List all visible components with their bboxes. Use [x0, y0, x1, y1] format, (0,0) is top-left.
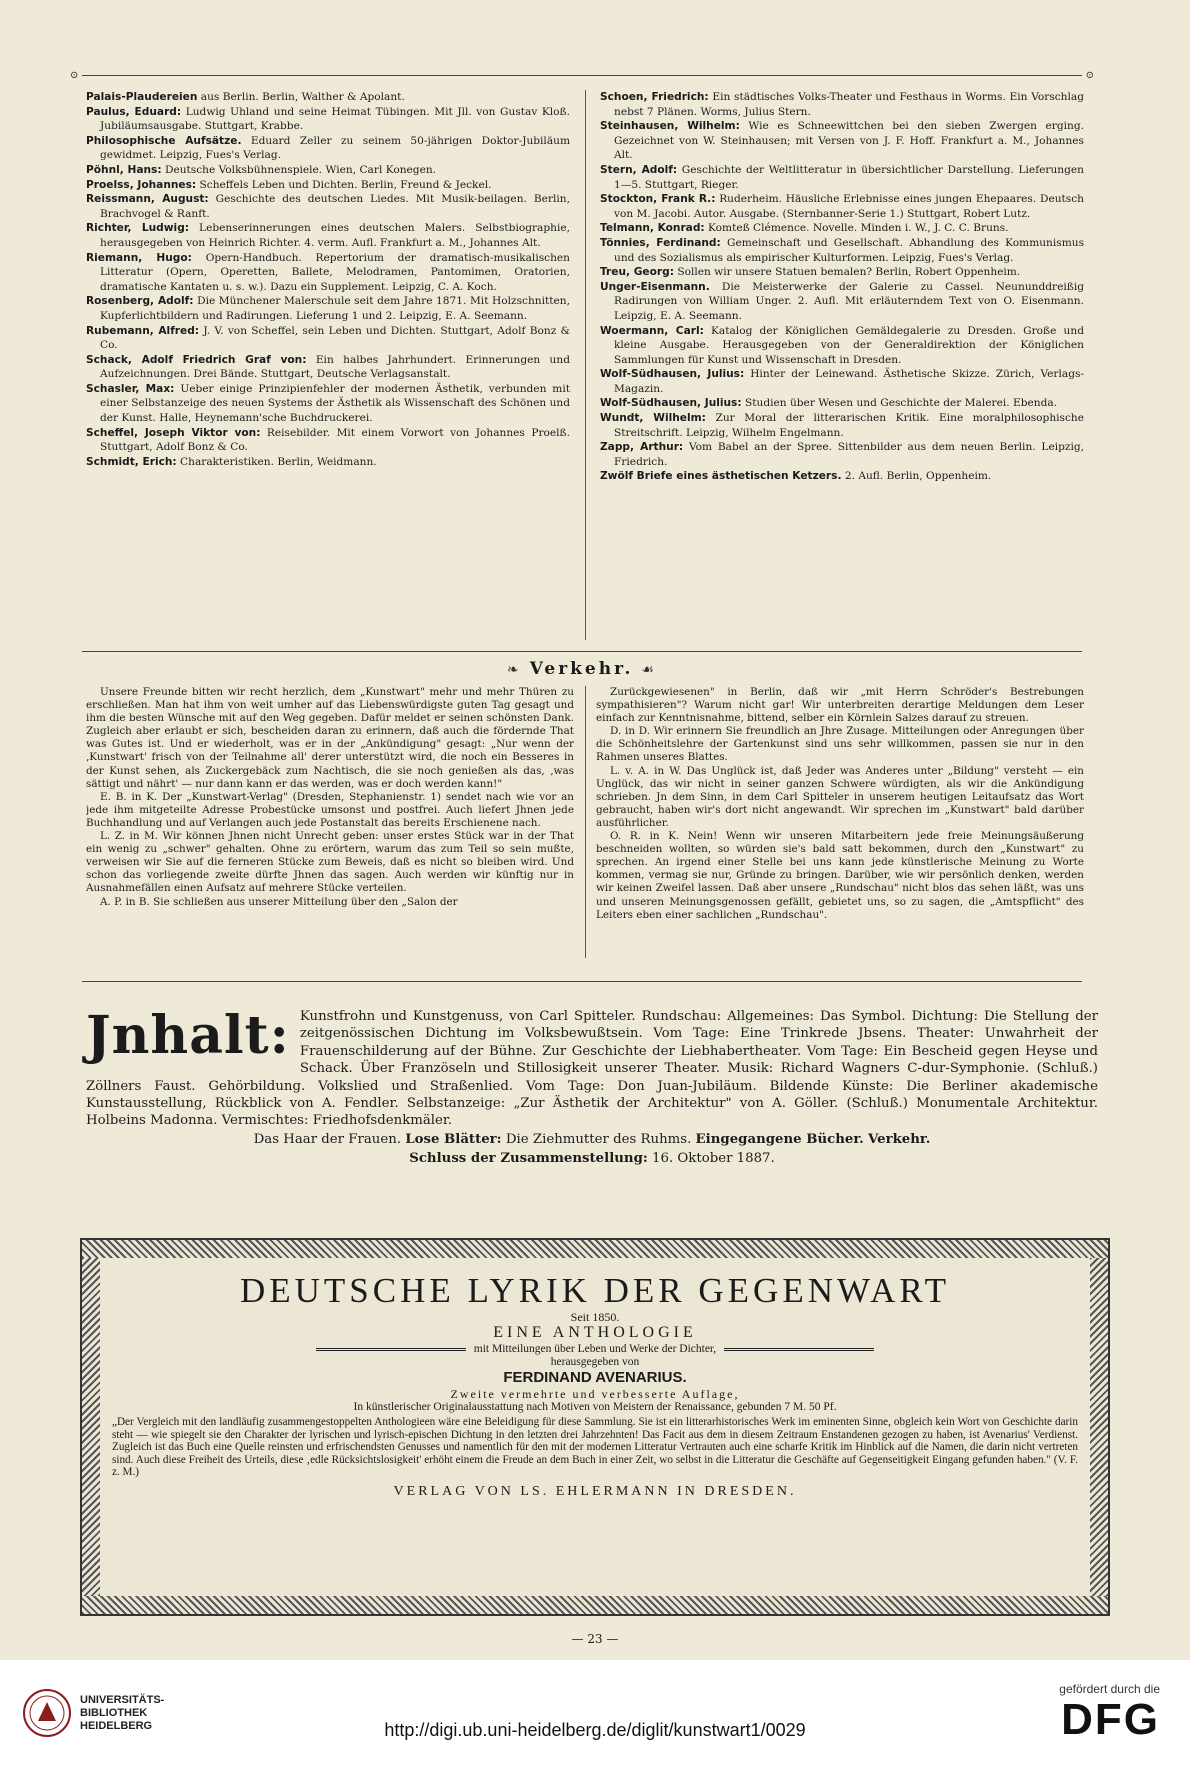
- bibliography-entry: [86, 455, 570, 470]
- bibliography-entry: [86, 251, 570, 295]
- bibliography-entry: [600, 192, 1084, 221]
- verkehr-left-column: [86, 686, 574, 966]
- bibliography-entry: [86, 90, 570, 105]
- advertisement-content: [108, 1266, 1082, 1588]
- ad-review-quote: „Der Vergleich mit den landläufig zusammengestoppelten Anthologieen wäre eine Beleidigung für diese Sammlung. Sie ist ein litterarhistorisches Werk im eminenten Sinne, obgleich kein Wort von Geschichte darin steht — wie spiegelt sie den Charakter der lyrischen und lyrisch-epischen Dichtung in den letzten drei Jahrzehnten! Das Facit aus dem in diesem Zeitraum Enstandenen gezogen zu haben, ist Avenarius' Verdienst. Zugleich ist das Buch eine Quelle reinsten und erfrischendsten Genusses und namentlich für den mit der modernen Litteratur Vertrauten auch eine scharfe Kritik im Hinblick auf die Namen, die darin nicht vertreten sind. Auch diese Freiheit des Urteils, diese ‚edle Rücksichtslosigkeit' erhöht einem die Freude an dem Buch in einer Zeit, wo selbst in die Litteratur die Geschäfte auf Gegenseitigkeit Eingang gefunden haben." (V. F. z. M.): [112, 1416, 1078, 1479]
- entry-author: Proelss, Johannes:: [86, 178, 197, 191]
- verkehr-title: Verkehr.: [529, 659, 634, 679]
- entry-author: Telmann, Konrad:: [600, 222, 705, 235]
- schluss-label: Schluss der Zusammenstellung:: [409, 1150, 648, 1166]
- entry-author: Richter, Ludwig:: [86, 222, 190, 235]
- verkehr-paragraph: O. R. in K. Nein! Wenn wir unseren Mitarbeitern jede freie Meinungsäußerung beschneiden wollten, so würden sie's bald satt bekommen, durch den „Kunstwart" zu sprechen. An irgend einer Stelle bei uns kann jede künstlerische Meinung zu Worte kommen, vermag sie nur, Gründe zu bringen. Darüber, wie wir persönlich denken, werden wir keinen Zweifel lassen. Daß aber unsere „Rundschau" nicht blos das sehen läßt, was uns und unseren Meinungsgenossen gefällt, gebietet uns, so zu sagen, die „Amtspflicht" des Leiters eben einer sachlichen „Rundschau".: [596, 830, 1084, 921]
- ad-price: In künstlerischer Originalausstattung nach Motiven von Meistern der Renaissance, gebunden 7 M. 50 Pf.: [353, 1401, 837, 1413]
- entry-author: Tönnies, Ferdinand:: [600, 236, 721, 249]
- ad-title: DEUTSCHE LYRIK DER GEGENWART: [239, 1271, 951, 1310]
- verkehr-paragraph: L. v. A. in W. Das Unglück ist, daß Jeder was Anderes unter „Bildung" versteht — ein Unglück, das wir nicht in seiner ganzen Schwere würdigten, als wir die Ankündigung schrieben. Jn dem Sinn, in dem Carl Spitteler in unserem heutigen Leitaufsatz das Wort gebraucht, haben wir's dort nicht angewandt. Wir sprechen im „Kunstwart" bald darüber ausführlicher.: [596, 764, 1084, 829]
- entry-title: Ein städtisches Volks-Theater und Festhaus in Worms. Ein Vorschlag nebst 7 Plänen. Worms, Julius Stern.: [614, 91, 1084, 118]
- entry-title: Gemeinschaft und Gesellschaft. Abhandlung des Kommunismus und des Sozialismus als empirischer Kulturformen. Leipzig, Fues's Verlag.: [614, 236, 1084, 264]
- bibliography-entry: [86, 163, 570, 178]
- entry-author: Wolf-Südhausen, Julius:: [600, 397, 742, 410]
- verkehr-paragraph: D. in D. Wir erinnern Sie freundlich an Jhre Zusage. Mitteilungen oder Anregungen über die Schönheitslehre der Gartenkunst sind uns sehr willkommen, passen sie nur in den Rahmen unseres Blattes.: [596, 725, 1084, 764]
- ad-since: Seit 1850.: [570, 1310, 620, 1324]
- bibliography-entry: [86, 221, 570, 250]
- entry-author: Reissmann, August:: [86, 193, 209, 206]
- bibliography-entry: [86, 105, 570, 134]
- bibliography-entry: [86, 294, 570, 323]
- entry-author: Stern, Adolf:: [600, 163, 678, 176]
- section-rule: [72, 646, 1092, 658]
- page-number: — 23 —: [571, 1632, 619, 1646]
- bibliography-entry: [86, 353, 570, 382]
- ornament-icon: ⊙: [70, 70, 79, 81]
- entry-author: Rosenberg, Adolf:: [86, 295, 194, 308]
- inhalt-heading: Jnhalt:: [86, 1005, 290, 1066]
- inhalt-section-label: Verkehr.: [868, 1131, 931, 1147]
- entry-author: Zwölf Briefe eines ästhetischen Ketzers.: [600, 470, 842, 483]
- entry-title: Ruderheim. Häusliche Erlebnisse eines jungen Ehepaares. Deutsch von M. Jacobi. Autor. Ausgabe. (Sternbanner-Serie 1.) Stuttgart, Robert Lutz.: [614, 193, 1084, 220]
- entry-title: Deutsche Volksbühnenspiele. Wien, Carl Konegen.: [164, 163, 437, 176]
- bibliography-entry: [86, 426, 570, 455]
- schluss-date: 16. Oktober 1887.: [652, 1150, 775, 1166]
- bibliography-entry: [600, 440, 1084, 469]
- entry-author: Unger-Eisenmann.: [600, 280, 710, 293]
- bibliography-entry: [600, 324, 1084, 368]
- bibliography-entry: [600, 163, 1084, 192]
- funded-by-label: gefördert durch die: [1059, 1682, 1160, 1696]
- entry-author: Palais-Plaudereien: [86, 91, 198, 103]
- bibliography-left-column: [86, 90, 570, 646]
- entry-author: Pöhnl, Hans:: [86, 163, 162, 176]
- entry-title: Opern-Handbuch. Repertorium der dramatisch-musikalischen Litteratur (Opern, Operetten, Ballete, Melodramen, Pantomimen, Oratorien, dramatische Kantaten u. s. w.). Dazu ein Supplement. Leipzig, C. A. Koch.: [100, 251, 570, 293]
- entry-title: Hinter der Leinewand. Ästhetische Skizze. Zürich, Verlags-Magazin.: [614, 368, 1084, 395]
- entry-author: Philosophische Aufsätze.: [86, 134, 242, 147]
- inhalt-section-label: Eingegangene Bücher.: [695, 1131, 864, 1147]
- entry-title: Komteß Clémence. Novelle. Minden i. W., J. C. C. Bruns.: [708, 222, 1009, 235]
- entry-author: Paulus, Eduard:: [86, 105, 182, 118]
- hatched-border: [82, 1258, 100, 1596]
- inhalt-body: Kunstfrohn und Kunstgenuss, von Carl Spitteler. Rundschau: Allgemeines: Das Symbol. Dichtung: Die Stellung der zeitgenössischen Dichtung im Volksbewußtsein. Vom Tage: Eine Trinkrede Jbsens. Theater: Unwahrheit der Frauenschilderung auf der Bühne. Zur Geschichte der Liebhabertheater. Vom Tage: Ein Bescheid gegen Heyse und Schack. Über Französeln und Stillosigkeit unserer Theater. Musik: Richard Wagners C-dur-Symphonie. (Schluß.) Zöllners Faust. Gehörbildung. Volkslied und Straßenlied. Vom Tage: Don Juan-Jubiläum. Bildende Künste: Die Berliner akademische Kunstausstellung, Rückblick von A. Fendler. Selbstanzeige: „Zur Ästhetik der Architektur" von A. Göller. (Schluß.) Monumentale Architektur. Holbeins Madonna. Vermischtes: Friedhofsdenkmäler.: [86, 1009, 1098, 1129]
- hatched-border: [1090, 1258, 1108, 1596]
- double-rule: [316, 1348, 466, 1351]
- bibliography-entry: [86, 134, 570, 163]
- table-of-contents: [86, 1005, 1098, 1218]
- entry-author: Schack, Adolf Friedrich Graf von:: [86, 353, 307, 366]
- entry-title: J. V. von Scheffel, sein Leben und Dichten. Stuttgart, Adolf Bonz & Co.: [100, 324, 570, 352]
- entry-title: Lebenserinnerungen eines deutschen Malers. Selbstbiographie, herausgegeben von Heinrich Richter. 4. verm. Aufl. Frankfurt a. M., Johannes Alt.: [100, 222, 570, 249]
- bibliography-entry: [600, 469, 1084, 484]
- entry-title: Geschichte des deutschen Liedes. Mit Musik-beilagen. Berlin, Brachvogel & Ranft.: [100, 193, 570, 220]
- verkehr-section: [86, 686, 1098, 966]
- entry-author: Steinhausen, Wilhelm:: [600, 120, 740, 133]
- entry-title: Studien über Wesen und Geschichte der Malerei. Ebenda.: [744, 397, 1058, 410]
- bibliography-entry: [86, 192, 570, 221]
- entry-title: Katalog der Königlichen Gemäldegalerie zu Dresden. Große und kleine Ausgabe. Herausgegeben von der Generaldirektion der Königlichen Sammlungen für Kunst und Wissenschaft in Dresden.: [614, 324, 1084, 366]
- double-rule: [724, 1348, 874, 1351]
- bibliography-entry: [86, 178, 570, 193]
- inhalt-closing-line: [86, 1150, 1098, 1168]
- bibliography-entry: [600, 280, 1084, 324]
- entry-author: Wundt, Wilhelm:: [600, 412, 706, 425]
- bibliography-entry: [600, 119, 1084, 163]
- inhalt-final-line: [86, 1131, 1098, 1149]
- verkehr-paragraph: A. P. in B. Sie schließen aus unserer Mitteilung über den „Salon der: [100, 895, 458, 908]
- entry-author: Woermann, Carl:: [600, 324, 704, 337]
- ad-edition: Zweite vermehrte und verbesserte Auflage,: [450, 1387, 740, 1401]
- verkehr-paragraph: E. B. in K. Der „Kunstwart-Verlag" (Dresden, Stephanienstr. 1) sendet nach wie vor an jede ihm mitgeteilte Adresse Probestücke umsonst und postfrei. Auch liefert Jhnen jede Buchhandlung und auf Verlangen auch jede Postanstalt das bereits Erschienene nach.: [86, 790, 574, 829]
- verkehr-paragraph: Unsere Freunde bitten wir recht herzlich, dem „Kunstwart" mehr und mehr Thüren zu erschließen. Man hat ihm von weit umher auf das Liebenswürdigste guten Tag gesagt und ihm die besten Wünsche mit auf den Weg gegeben. Dafür meldet er seinen schönsten Dank. Zugleich aber erlaubt er sich, bescheiden daran zu erinnern, daß auch die fördernde That was Gutes ist. Und er wiederholt, was er in der „Ankündigung" gesagt: „Nur wenn der ‚Kunstwart' frisch von der Teilnahme all' derer unterstützt wird, die noch ein Besseres in der Kunst sehen, als Zuckergebäck zum Nachtisch, die sie noch genießen als das, ‚was sättigt und nährt' — nur dann kann er das werden, was er doch werden kann!": [86, 686, 574, 790]
- column-divider: [585, 90, 586, 640]
- entry-title: Reisebilder. Mit einem Vorwort von Johannes Proelß. Stuttgart, Adolf Bonz & Co.: [100, 426, 570, 454]
- entry-title: Ein halbes Jahrhundert. Erinnerungen und Aufzeichnungen. Drei Bände. Stuttgart, Deutsche Verlagsanstalt.: [100, 353, 570, 381]
- entry-title: Geschichte der Weltlitteratur in übersichtlicher Darstellung. Lieferungen 1—5. Stuttgart, Rieger.: [614, 163, 1084, 191]
- entry-author: Riemann, Hugo:: [86, 251, 192, 264]
- entry-author: Schasler, Max:: [86, 382, 175, 395]
- ornament-icon: ⊙: [1085, 70, 1094, 81]
- bibliography-entry: [600, 367, 1084, 396]
- entry-title: Vom Babel an der Spree. Sittenbilder aus dem neuen Berlin. Leipzig, Friedrich.: [614, 441, 1084, 468]
- bibliography-entry: [600, 236, 1084, 265]
- source-url-link[interactable]: http://digi.ub.uni-heidelberg.de/diglit/kunstwart1/0029: [384, 1720, 806, 1740]
- library-name: UNIVERSITÄTS- BIBLIOTHEK HEIDELBERG: [80, 1694, 165, 1732]
- dfg-wordmark: DFG: [1061, 1695, 1160, 1744]
- flourish-left-icon: ❧: [507, 662, 522, 678]
- entry-title: Ludwig Uhland und seine Heimat Tübingen. Mit Jll. von Gustav Kloß. Jubiläumsausgabe. Stuttgart, Krabbe.: [100, 105, 570, 133]
- digitization-footer: [0, 1660, 1190, 1769]
- entry-title: Sollen wir unsere Statuen bemalen? Berlin, Robert Oppenheim.: [677, 266, 1021, 279]
- entry-title: Eduard Zeller zu seinem 50-jährigen Doktor-Jubiläum gewidmet. Leipzig, Fues's Verlag.: [100, 134, 570, 162]
- top-ornament-rule: [72, 70, 1092, 82]
- bibliography-entry: [600, 411, 1084, 440]
- bibliography-entry: [600, 90, 1084, 119]
- inhalt-item: Das Haar der Frauen.: [253, 1131, 401, 1147]
- bibliography-right-column: [600, 90, 1084, 646]
- entry-author: Stockton, Frank R.:: [600, 193, 716, 206]
- ad-subtitle: EINE ANTHOLOGIE: [493, 1324, 697, 1341]
- entry-title: Charakteristiken. Berlin, Weidmann.: [180, 455, 377, 468]
- entry-author: Schmidt, Erich:: [86, 455, 177, 468]
- entry-title: aus Berlin. Berlin, Walther & Apolant.: [200, 91, 405, 103]
- bibliography-entry: [600, 221, 1084, 236]
- entry-title: Wie es Schneewittchen bei den sieben Zwergen erging. Gezeichnet von W. Steinhausen; mit Versen von J. F. Hoff. Frankfurt a. M., Johannes Alt.: [614, 120, 1084, 162]
- entry-author: Zapp, Arthur:: [600, 441, 684, 454]
- bibliography-entry: [86, 324, 570, 353]
- bibliography-entry: [86, 382, 570, 426]
- entry-title: Ueber einige Prinzipienfehler der modernen Ästhetik, verbunden mit einer Selbstanzeige des neuen Systems der Ästhetik als Wissenschaft des Schönen und der Kunst. Halle, Heynemann'sche Buchdruckerei.: [100, 382, 570, 425]
- ad-publisher: VERLAG VON LS. EHLERMANN IN DRESDEN.: [393, 1483, 797, 1499]
- bibliography-entry: [600, 396, 1084, 411]
- bibliography-entry: [600, 265, 1084, 280]
- entry-title: Scheffels Leben und Dichten. Berlin, Freund & Jeckel.: [199, 178, 492, 191]
- entry-author: Wolf-Südhausen, Julius:: [600, 368, 745, 381]
- advertisement-box: [80, 1238, 1110, 1616]
- section-rule: [72, 976, 1092, 988]
- ad-description: mit Mitteilungen über Leben und Werke der Dichter,: [473, 1343, 717, 1355]
- entry-title: Die Münchener Malerschule seit dem Jahre 1871. Mit Holzschnitten, Kupferlichtbildern und Radirungen. Lieferung 1 und 2. Leipzig, E. A. Seemann.: [100, 295, 570, 322]
- verkehr-paragraph: Zurückgewiesenen" in Berlin, daß wir „mit Herrn Schröder's Bestrebungen sympathisieren"? Warum nicht gar! Wir unterbreiten derartige Meldungen dem Leser einfach zur Kenntnisnahme, bittend, selber ein Körnlein Salzes darauf zu streuen.: [596, 686, 1084, 725]
- verkehr-right-column: [596, 686, 1084, 966]
- verkehr-heading: [72, 659, 1092, 681]
- column-divider: [585, 686, 586, 958]
- entry-title: Zur Moral der litterarischen Kritik. Eine moralphilosophische Streitschrift. Leipzig, Wilhelm Engelmann.: [614, 412, 1084, 439]
- bibliography-section: [86, 90, 1098, 646]
- entry-author: Scheffel, Joseph Viktor von:: [86, 426, 261, 439]
- entry-title: 2. Aufl. Berlin, Oppenheim.: [844, 470, 992, 483]
- entry-author: Treu, Georg:: [600, 266, 674, 279]
- inhalt-section-label: Lose Blätter:: [405, 1131, 502, 1147]
- flourish-right-icon: ☙: [641, 662, 657, 678]
- ad-description-line: [108, 1342, 1082, 1356]
- hatched-border: [82, 1596, 1108, 1614]
- ad-editor-name: FERDINAND AVENARIUS.: [503, 1369, 687, 1386]
- hatched-border: [82, 1240, 1108, 1258]
- entry-author: Schoen, Friedrich:: [600, 91, 709, 103]
- entry-author: Rubemann, Alfred:: [86, 324, 200, 337]
- verkehr-paragraph: L. Z. in M. Wir können Jhnen nicht Unrecht geben: unser erstes Stück war in der That ein wenig zu „schwer" gehalten. Ohne zu erörtern, warum das zum Teil so sein mußte, verweisen wir Sie auf die ferneren Stücke zum Beweis, daß es nicht so bleiben wird. Und schon das vorliegende zweite dürfte Jhnen das sagen. Auch werden wir künftig nur in Ausnahmefällen einen Aufsatz auf mehrere Stücke verteilen.: [86, 830, 574, 895]
- inhalt-item: Die Ziehmutter des Ruhms.: [505, 1131, 692, 1147]
- dfg-logo[interactable]: [1000, 1682, 1160, 1744]
- entry-title: Die Meisterwerke der Galerie zu Cassel. Neununddreißig Radirungen von William Unger. 2. Aufl. Mit erläuterndem Text von O. Eisenmann. Leipzig, E. A. Seemann.: [614, 280, 1084, 322]
- ad-editor-label: herausgegeben von: [550, 1356, 640, 1368]
